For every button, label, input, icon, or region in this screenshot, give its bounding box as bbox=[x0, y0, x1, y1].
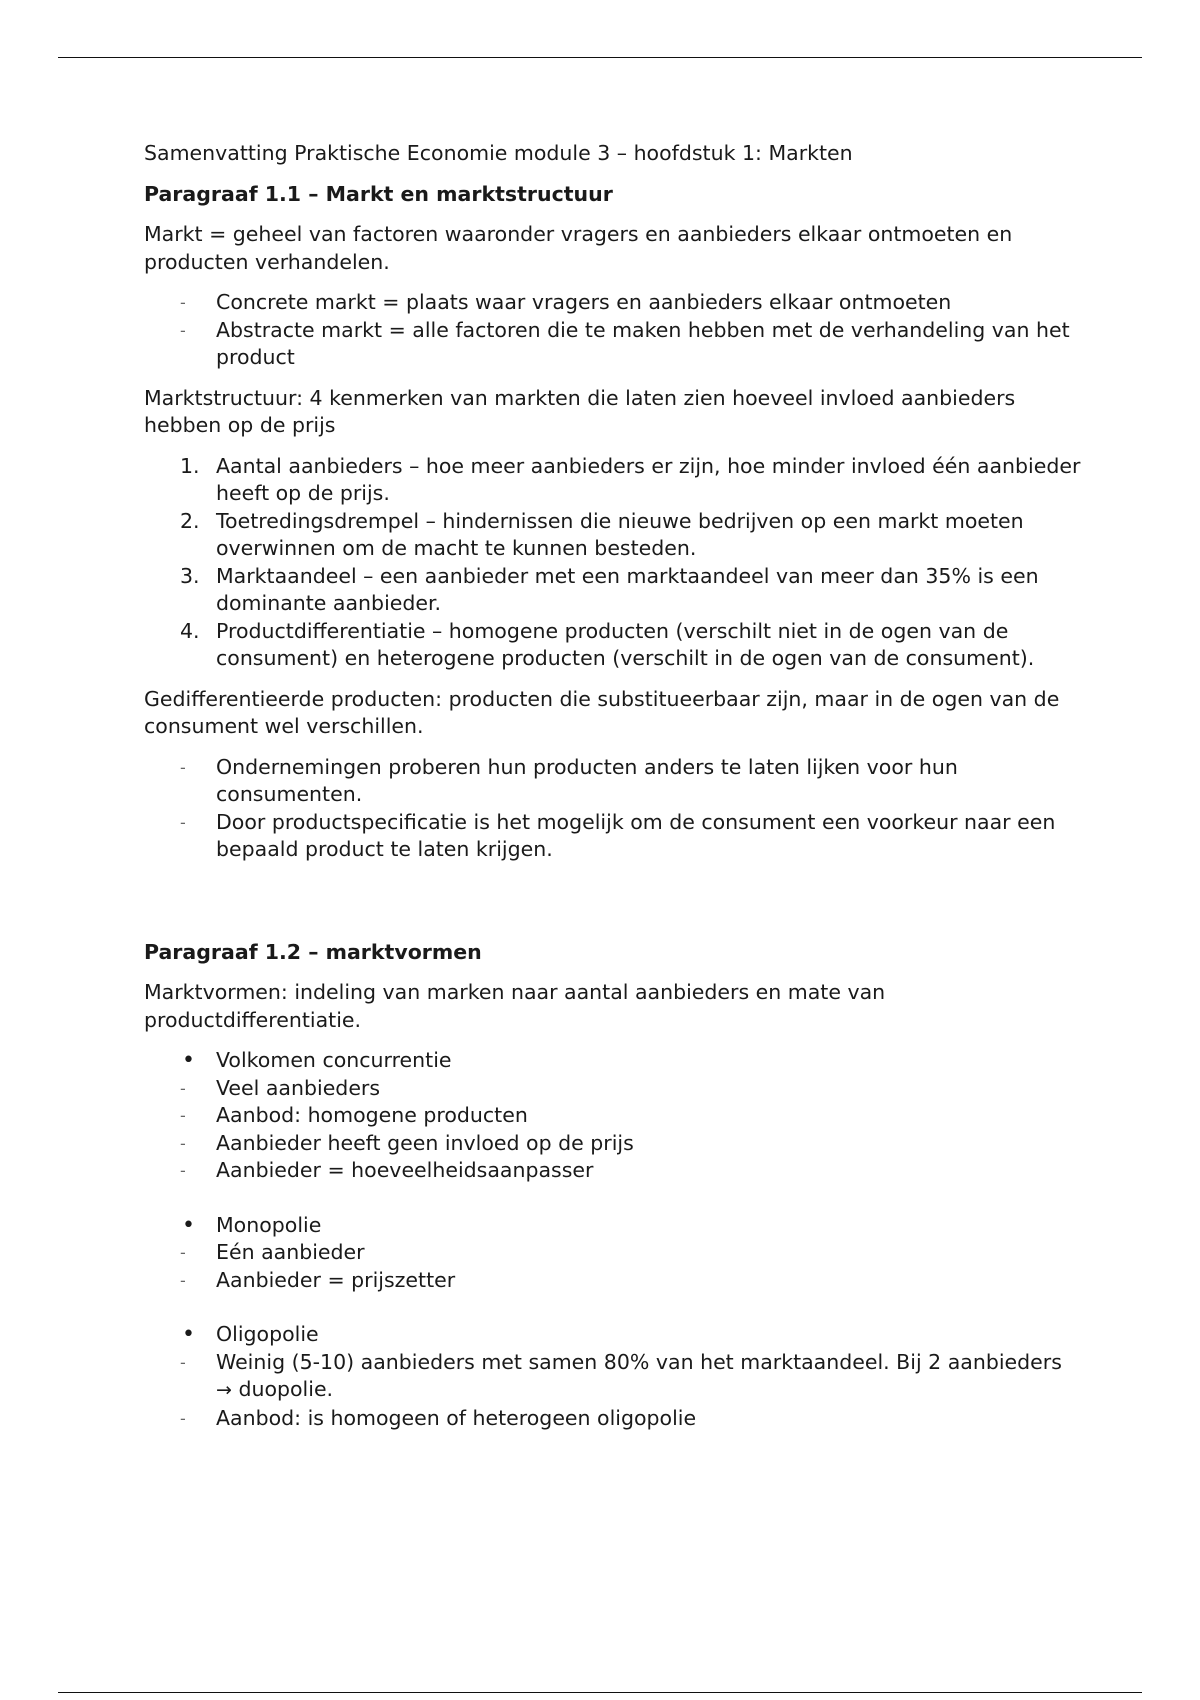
list-item-text: Monopolie bbox=[216, 1212, 322, 1237]
list-item bbox=[144, 1075, 1084, 1103]
list-item-text: Aanbod: is homogeen of heterogeen oligopolie bbox=[216, 1405, 697, 1430]
dash-marker: - bbox=[180, 1243, 186, 1262]
gedifferentieerde-definition: Gedifferentieerde producten: producten die substitueerbaar zijn, maar in de ogen van de consument wel verschillen. bbox=[144, 686, 1060, 738]
list-item bbox=[144, 1267, 1084, 1295]
list-item-bullet bbox=[144, 1047, 1084, 1075]
list-item bbox=[144, 618, 1084, 673]
list-item bbox=[144, 754, 1084, 809]
list-item bbox=[144, 1102, 1084, 1130]
list-number: 1. bbox=[180, 453, 200, 478]
document-title: Samenvatting Praktische Economie module 3 – hoofdstuk 1: Markten bbox=[144, 141, 853, 165]
dash-marker: - bbox=[180, 1408, 186, 1428]
dash-marker: - bbox=[180, 1106, 186, 1125]
list-item-text: Aanbieder = prijszetter bbox=[216, 1267, 456, 1292]
list-item-text-before: Weinig (5-10) aanbieders met samen 80% van het marktaandeel. Bij 2 aanbieders bbox=[216, 1349, 1062, 1374]
list-item-text: Concrete markt = plaats waar vragers en aanbieders elkaar ontmoeten bbox=[216, 290, 952, 314]
dash-marker: - bbox=[180, 1161, 186, 1180]
list-item-text: Productdifferentiatie – homogene producten (verschilt niet in de ogen van de consument) en heterogene producten (verschilt in de ogen van de consument). bbox=[216, 618, 1035, 670]
bullet-marker: • bbox=[182, 1048, 195, 1073]
markt-definition: Markt = geheel van factoren waaronder vragers en aanbieders elkaar ontmoeten en producten verhandelen. bbox=[144, 222, 1013, 274]
list-item bbox=[144, 1157, 1084, 1185]
dash-marker: - bbox=[180, 1133, 186, 1153]
list-item-text: Eén aanbieder bbox=[216, 1240, 365, 1264]
list-item-text: Aanbieder = hoeveelheidsaanpasser bbox=[216, 1158, 594, 1182]
list-item bbox=[144, 809, 1084, 864]
dash-marker: - bbox=[180, 320, 186, 340]
list-item-text: Marktaandeel – een aanbieder met een marktaandeel van meer dan 35% is een dominante aanbieder. bbox=[216, 563, 1039, 615]
list-item bbox=[144, 563, 1084, 618]
list-item-bullet bbox=[144, 1321, 1084, 1349]
section-spacer bbox=[144, 877, 1084, 939]
list-item bbox=[144, 1349, 1084, 1405]
list-number: 3. bbox=[180, 563, 200, 588]
dash-marker: - bbox=[180, 1270, 186, 1290]
footer-rule bbox=[58, 1692, 1142, 1693]
marktstructuur-definition: Marktstructuur: 4 kenmerken van markten die laten zien hoeveel invloed aanbieders hebben op de prijs bbox=[144, 385, 1016, 437]
list-item-text-after: duopolie. bbox=[238, 1377, 334, 1401]
gedifferentieerde-list bbox=[144, 754, 1084, 864]
list-item-text: Door productspecificatie is het mogelijk om de consument een voorkeur naar een bepaald product te laten krijgen. bbox=[216, 809, 1056, 861]
bullet-marker: • bbox=[182, 1212, 195, 1238]
list-item-text: Volkomen concurrentie bbox=[216, 1048, 452, 1072]
list-item bbox=[144, 508, 1084, 563]
list-item bbox=[144, 453, 1084, 508]
list-number: 2. bbox=[180, 508, 200, 533]
list-item bbox=[144, 1130, 1084, 1158]
list-item bbox=[144, 317, 1084, 372]
kenmerken-list bbox=[144, 453, 1084, 673]
dash-marker: - bbox=[180, 1352, 186, 1372]
list-item-text: Abstracte markt = alle factoren die te maken hebben met de verhandeling van het product bbox=[216, 317, 1070, 369]
list-item-text: Aantal aanbieders – hoe meer aanbieders er zijn, hoe minder invloed één aanbieder heeft op de prijs. bbox=[216, 453, 1081, 505]
volkomen-concurrentie-list bbox=[144, 1047, 1084, 1432]
dash-marker: - bbox=[180, 757, 186, 777]
list-item-text: Aanbieder heeft geen invloed op de prijs bbox=[216, 1130, 634, 1155]
list-item bbox=[144, 1239, 1084, 1267]
list-item bbox=[144, 289, 1084, 317]
list-number: 4. bbox=[180, 618, 200, 643]
dash-marker: - bbox=[180, 1078, 186, 1098]
document-body bbox=[144, 140, 1084, 1445]
list-item-text: Aanbod: homogene producten bbox=[216, 1103, 528, 1127]
list-item-text: Oligopolie bbox=[216, 1322, 319, 1346]
header-rule bbox=[58, 57, 1142, 58]
list-item bbox=[144, 1405, 1084, 1433]
arrow-right-icon: → bbox=[216, 1379, 232, 1401]
bullet-marker: • bbox=[182, 1322, 195, 1347]
dash-marker: - bbox=[180, 293, 186, 312]
markt-types-list bbox=[144, 289, 1084, 372]
list-item-bullet bbox=[144, 1212, 1084, 1240]
list-item-text: Veel aanbieders bbox=[216, 1075, 381, 1100]
marktvormen-definition: Marktvormen: indeling van marken naar aantal aanbieders en mate van productdifferentiatie. bbox=[144, 980, 886, 1032]
list-item-text: Ondernemingen proberen hun producten anders te laten lijken voor hun consumenten. bbox=[216, 754, 958, 806]
list-item-text: Toetredingsdrempel – hindernissen die nieuwe bedrijven op een markt moeten overwinnen om de macht te kunnen besteden. bbox=[216, 508, 1024, 560]
section-heading-1-1: Paragraaf 1.1 – Markt en marktstructuur bbox=[144, 181, 613, 206]
dash-marker: - bbox=[180, 812, 186, 832]
section-heading-1-2: Paragraaf 1.2 – marktvormen bbox=[144, 939, 482, 964]
